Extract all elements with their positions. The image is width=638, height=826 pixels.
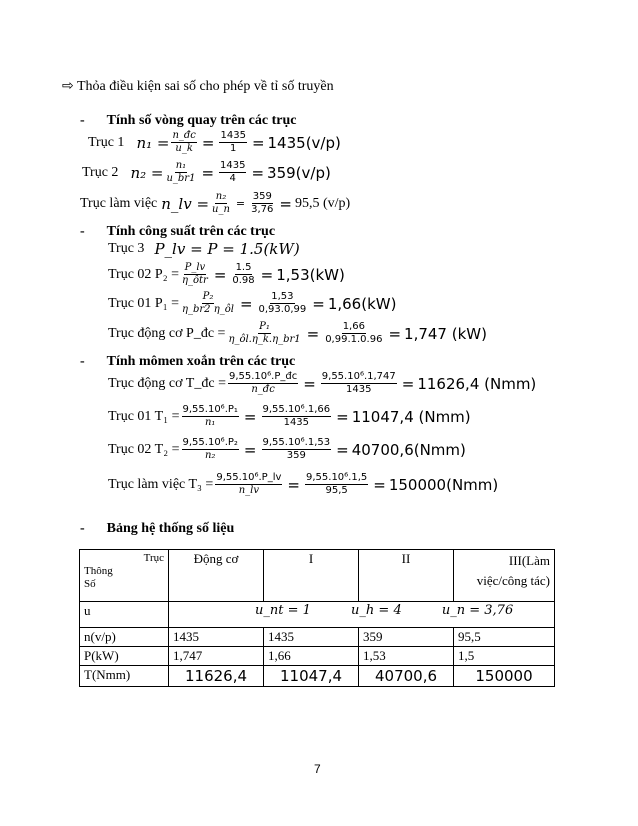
table-cell: 359 — [359, 628, 454, 647]
corner-bot: Số — [84, 578, 96, 590]
row-label: u — [80, 602, 169, 628]
row-label: n(v/p) — [80, 628, 169, 647]
torque-row-3: Trục 02 T₂ = $\frac{\text{9,55.10⁶.P₂}}{\text{n₂}}$ = $\frac{\text{9,55.10⁶.1,53}}{359}$ = 40700,6(Nmm) — [108, 437, 466, 461]
table-cell: 95,5 — [454, 628, 555, 647]
torque-row-1: Trục động cơ T_đc = $\frac{\text{9,55.10⁶.P\_đc}}{n\_đc}$ = $\frac{\text{9,55.10⁶.1,747}}{1435}$ = 11626,4 (Nmm) — [108, 371, 537, 395]
power-row-4: Trục động cơ P_đc = $\frac{\text{P₁}}{\eta\_ôl.\eta\_k.\eta\_br1}$ = $\frac{1,66}{0,99.1.0.96}$ = 1,747 (kW) — [108, 321, 487, 345]
torque-row-2: Trục 01 T₁ = $\frac{\text{9,55.10⁶.P₁}}{\text{n₁}}$ = $\frac{\text{9,55.10⁶.1,66}}{1435}$ = 11047,4 (Nmm) — [108, 404, 471, 428]
table-header-row — [80, 550, 555, 602]
table-cell: 1,5 — [454, 647, 555, 666]
header-cell: II — [359, 550, 454, 602]
page-number: 7 — [314, 762, 321, 776]
table-cell: 1,53 — [359, 647, 454, 666]
intro-text: Thỏa điều kiện sai số cho phép về tỉ số truyền — [76, 79, 334, 94]
table-row-u — [80, 602, 555, 628]
table-row — [80, 628, 555, 647]
section-speed-title: - Tính số vòng quay trên các trục — [80, 113, 297, 128]
intro-line — [62, 78, 334, 95]
speed-row-3: Trục làm việc n_lv = $\frac{\text{n₂}}{u\_n}$ = $\frac{359}{3,76}$ = 95,5 (v/p) — [80, 191, 351, 215]
speed-row-1: Trục 1 n₁ = $\frac{n\_đc}{u\_k}$ = $\frac{1435}{1}$ = 1435(v/p) — [88, 130, 341, 154]
power-row-1: Trục 3 P_lv = P = 1.5(kW) — [108, 240, 300, 258]
corner-top: Trục — [143, 552, 164, 564]
table-cell: 1435 — [264, 628, 359, 647]
row-label: P(kW) — [80, 647, 169, 666]
speed-row-2: Trục 2 n₂ = $\frac{\text{n₁}}{u\_br1}$ = $\frac{1435}{4}$ = 359(v/p) — [82, 160, 331, 184]
table-cell: 1,747 — [169, 647, 264, 666]
section-power-title: - Tính công suất trên các trục — [80, 224, 276, 239]
table-cell: 1435 — [169, 628, 264, 647]
section-table-title: - Bảng hệ thống số liệu — [80, 521, 235, 536]
power-row-3: Trục 01 P₁ = $\frac{\text{P₂}}{\eta\_br2 \eta\_ôl}$ = $\frac{1,53}{0,93.0,99}$ = 1,66(kW) — [108, 291, 397, 315]
u-value: u_nt = 1 — [255, 603, 311, 618]
arrow-icon: ⇨ — [62, 78, 74, 94]
header-cell: III(Làm việc/công tác) — [454, 550, 555, 602]
data-table — [79, 549, 555, 687]
section-torque-title: - Tính mômen xoắn trên các trục — [80, 354, 296, 369]
header-cell: Động cơ — [169, 550, 264, 602]
table-cell: 11047,4 — [264, 666, 359, 687]
header-cell: I — [264, 550, 359, 602]
u-value: u_n = 3,76 — [441, 603, 514, 618]
power-row-2: Trục 02 P₂ = $\frac{P\_lv}{\text{η\_ôtr}}$ = $\frac{1.5}{0.98}$ = 1,53(kW) — [108, 262, 345, 286]
table-cell: 11626,4 — [169, 666, 264, 687]
torque-row-4: Trục làm việc T₃ = $\frac{\text{9,55.10⁶.P\_lv}}{n\_lv}$ = $\frac{\text{9,55.10⁶.1,5}}{95,5}$ = 150000(Nmm) — [108, 472, 499, 496]
row-label: T(Nmm) — [80, 666, 169, 687]
u-value: u_h = 4 — [351, 603, 402, 618]
table-cell: 150000 — [454, 666, 555, 687]
table-row — [80, 647, 555, 666]
table-row — [80, 666, 555, 687]
table-cell: 40700,6 — [359, 666, 454, 687]
corner-mid: Thông — [84, 565, 113, 577]
corner-cell — [80, 550, 169, 602]
u-values-cell — [169, 602, 555, 628]
table-cell: 1,66 — [264, 647, 359, 666]
